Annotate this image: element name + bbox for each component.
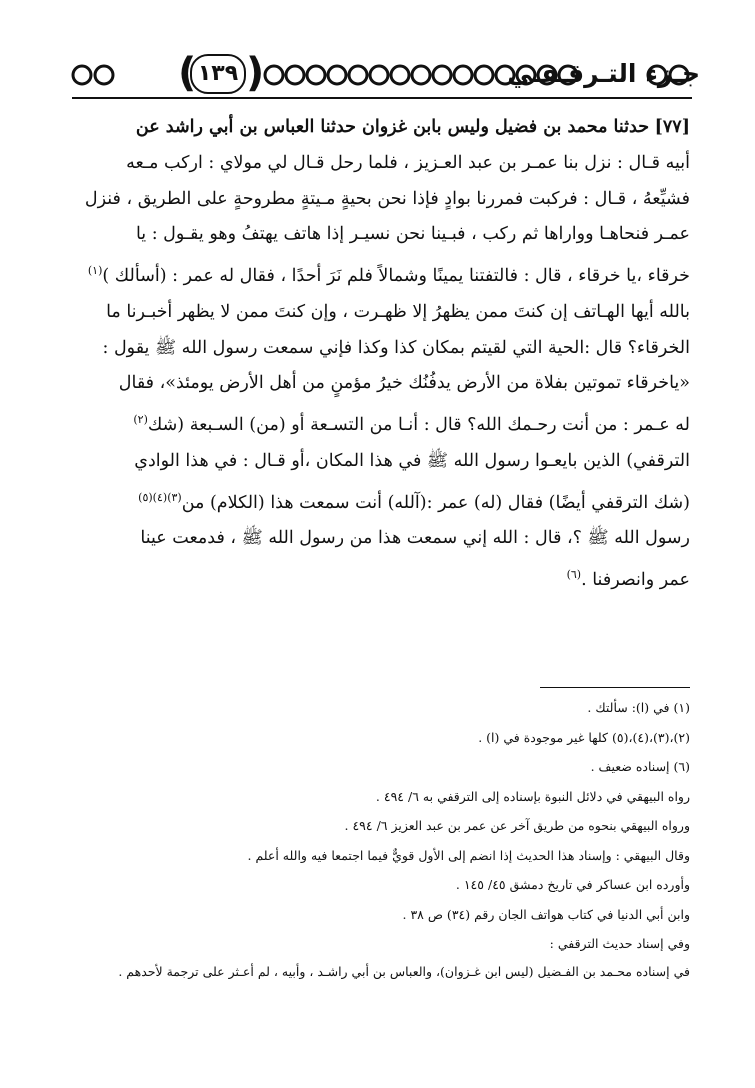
ornament-right-icon	[645, 62, 693, 88]
footnote: (٢)،(٣)،(٤)،(٥) كلها غير موجودة في (ا) .	[478, 729, 690, 745]
footnote: وابن أبي الدنيا في كتاب هواتف الجان رقم (٣٤) ص ٣٨ .	[402, 906, 690, 922]
footnote-ref: (٥)	[138, 490, 153, 504]
footnotes	[78, 693, 690, 985]
footnote: وأورده ابن عساكر في تاريخ دمشق ٤٥/ ١٤٥ .	[455, 877, 690, 892]
hadith-line-text: له عـمر : من أنت رحـمك الله؟ قال : أنـا من التسـعة أو (من) السـبعة (شك	[147, 415, 690, 436]
footnote: رواه البيهقي في دلائل النبوة بإسناده إلى الترقفي به ٦/ ٤٩٤ .	[375, 788, 690, 804]
hadith-text	[78, 110, 690, 599]
footnote-ref: (٦)	[566, 568, 582, 582]
hadith-line	[78, 480, 690, 522]
footnote-ref: (٢)	[133, 413, 148, 427]
hadith-line: «ياخرقاء تموتين بفلاة من الأرض يدفُنُك خيرُ مؤمنٍ من أهل الأرض يومئذ»، فقال	[118, 373, 690, 394]
footnote-ref: (٤)	[152, 490, 168, 504]
hadith-line	[78, 110, 690, 146]
book-title: جـزء التـرقـفـي	[507, 59, 700, 88]
footnote: في إسناده محـمد بن الفـضيل (ليس ابن غـزوان)، والعباس بن أبي راشـد ، وأبيه ، لم أعـثر على ترجمة لأحدهم .	[118, 963, 690, 979]
hadith-line-text: عمر وانصرفنا .	[581, 569, 690, 590]
hadith-line: عمـر فنحاهـا وواراها ثم ركب ، فبـينا نحن نسيـر إذا هاتف يهتفُ وهو يقـول : يا	[135, 224, 690, 245]
hadith-line	[78, 402, 690, 444]
hadith-line: أبيه قـال : نزل بنا عمـر بن عبد العـزيز ، فلما رحل قـال لي مولاي : اركب مـعه	[126, 152, 690, 173]
footnote: (١) في (ا): سألتك .	[587, 700, 690, 715]
footnote: ورواه البيهقي بنحوه من طريق آخر عن عمر بن عبد العزيز ٦/ ٤٩٤ .	[344, 818, 690, 833]
hadith-line-text: خرقاء ،يا خرقاء ، قال : فالتفتنا يمينًا وشمالاً فلم نَرَ أحدًا ، فقال له عمر : (أسألك )	[102, 266, 690, 287]
hadith-line: بالله أيها الهـاتف إن كنتَ ممن يظهرُ إلا ظهـرت ، وإن كنتَ ممن لا يظهر أخبـرنا ما	[106, 301, 690, 322]
page-number-bracket-right: )	[246, 50, 265, 96]
hadith-line	[78, 557, 690, 599]
page-header	[70, 50, 700, 100]
hadith-line: رسول الله ﷺ ؟، قال : الله إني سمعت هذا من رسول الله ﷺ ، فدمعت عينا	[140, 528, 690, 549]
footnote-ref: (٣)	[167, 490, 182, 504]
page-number: ١٣٩	[190, 54, 246, 94]
footnote: وفي إسناد حديث الترقفي :	[549, 936, 690, 951]
hadith-line: الترقفي) الذين بايعـوا رسول الله ﷺ في هذا المكان ،أو قـال : في هذا الوادي	[134, 450, 690, 471]
header-rule	[72, 97, 692, 99]
hadith-number: [٧٧]	[654, 117, 690, 137]
footnote-rule	[540, 687, 690, 688]
hadith-line: فشيِّعهُ ، قـال : فركبت فمررنا بوادٍ فإذا نحن بحيةٍ مـيتةٍ مطروحةٍ على الطريق ، فنزل	[84, 188, 690, 209]
hadith-line-text: حدثنا محمد بن فضيل وليس بابن غزوان حدثنا العباس بن أبي راشد عن	[135, 117, 650, 137]
hadith-line	[78, 253, 690, 295]
footnote: وقال البيهقي : وإسناد هذا الحديث إذا انضم إلى الأول قويٌّ فيما اجتمعا فيه والله أعلم .	[247, 847, 690, 863]
hadith-line-text: (شك الترقفي أيضًا) فقال (له) عمر :(آلله) أنت سمعت هذا (الكلام) من	[181, 492, 690, 513]
page-number-bracket-left: (	[178, 50, 197, 96]
ornament-left-icon	[70, 62, 118, 88]
footnote: (٦) إسناده ضعيف .	[590, 759, 690, 774]
footnote-ref: (١)	[87, 264, 103, 278]
hadith-line: الخرقاء؟ قال :الحية التي لقيتم بمكان كذا وكذا فإني سمعت رسول الله ﷺ يقول :	[102, 337, 690, 358]
